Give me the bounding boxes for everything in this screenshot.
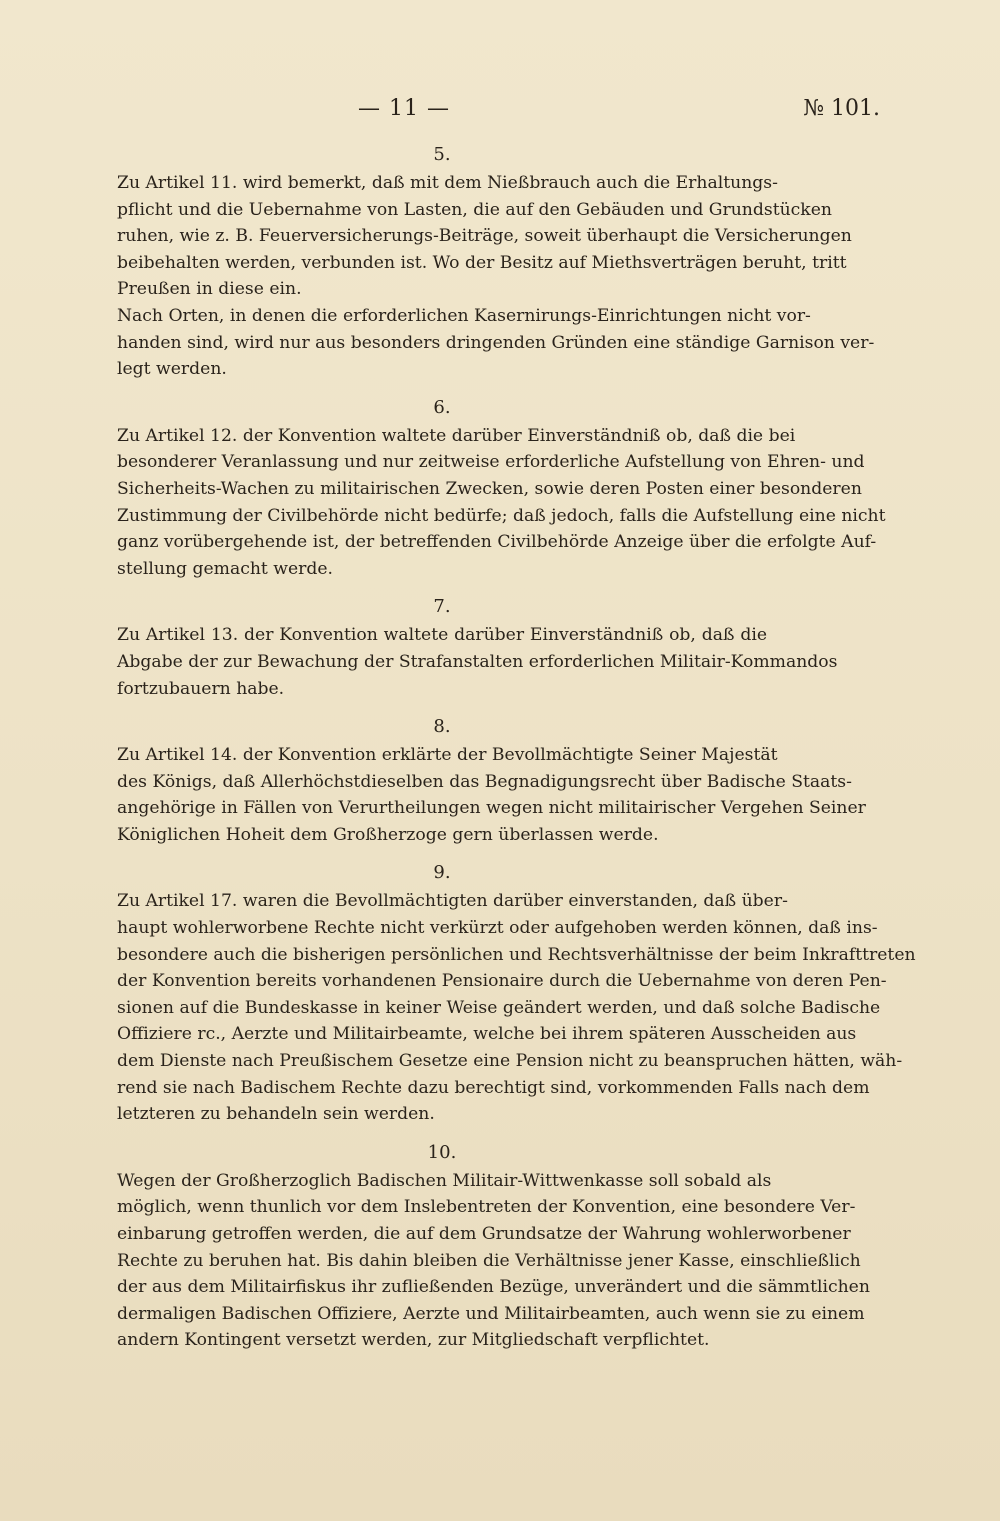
text-line: andern Kontingent versetzt werden, zur Mitgliedschaft verpflichtet.	[117, 1330, 710, 1351]
text-line: einbarung getroffen werden, die auf dem Grundsatze der Wahrung wohlerworbener	[117, 1224, 851, 1244]
document-body	[117, 140, 916, 1366]
text-line: Zu Artikel 14. der Konvention erklärte der Bevollmächtigte Seiner Majestät	[117, 745, 778, 766]
text-line: des Königs, daß Allerhöchstdieselben das Begnadigungsrecht über Badische Staats-	[117, 771, 852, 792]
text-line: besondere auch die bisherigen persönlichen und Rechtsverhältnisse der beim Inkrafttreten	[117, 944, 916, 965]
text-line: letzteren zu behandeln sein werden.	[117, 1104, 435, 1125]
text-line: der Konvention bereits vorhandenen Pensionaire durch die Uebernahme von deren Pen-	[117, 971, 887, 992]
text-line: legt werden.	[117, 359, 227, 380]
section-7	[117, 594, 838, 702]
section-number: 7.	[433, 596, 451, 618]
section-10	[117, 1140, 870, 1354]
text-line: Wegen der Großherzoglich Badischen Militair-Wittwenkasse soll sobald als	[117, 1170, 772, 1191]
page-number: — 11 —	[358, 96, 450, 121]
text-line: der aus dem Militairfiskus ihr zufließenden Bezüge, unverändert und die sämmtlichen	[117, 1277, 870, 1298]
paragraph	[117, 423, 886, 583]
text-line: Offiziere rc., Aerzte und Militairbeamte, welche bei ihrem späteren Ausscheiden aus	[117, 1024, 857, 1045]
paragraph	[117, 742, 866, 848]
text-line: Abgabe der zur Bewachung der Strafanstalten erforderlichen Militair-Kommandos	[117, 651, 838, 672]
text-line: dem Dienste nach Preußischem Gesetze eine Pension nicht zu beanspruchen hätten, wäh-	[117, 1051, 903, 1072]
text-line: pflicht und die Uebernahme von Lasten, die auf den Gebäuden und Grundstücken	[117, 199, 832, 220]
section-8	[117, 714, 866, 848]
text-line: Sicherheits-Wachen zu militairischen Zwecken, sowie deren Posten einer besonderen	[117, 478, 862, 499]
paragraph	[117, 1168, 870, 1354]
section-number: 9.	[433, 862, 451, 884]
text-line: sionen auf die Bundeskasse in keiner Weise geändert werden, und daß solche Badische	[117, 997, 881, 1018]
text-line: Preußen in diese ein.	[117, 279, 302, 300]
text-line: Zu Artikel 17. waren die Bevollmächtigten darüber einverstanden, daß über-	[117, 891, 788, 912]
text-line: haupt wohlerworbene Rechte nicht verkürzt oder aufgehoben werden können, daß ins-	[117, 918, 878, 939]
section-number: 8.	[433, 716, 451, 738]
paragraph	[117, 622, 838, 702]
text-line: Nach Orten, in denen die erforderlichen Kasernirungs-Einrichtungen nicht vor-	[117, 305, 811, 326]
section-6	[117, 395, 886, 583]
text-line: Königlichen Hoheit dem Großherzoge gern überlassen werde.	[117, 824, 659, 845]
paragraph	[117, 888, 916, 1127]
document-number: № 101.	[803, 96, 880, 121]
section-number: 5.	[433, 144, 451, 165]
text-line: fortzubauern habe.	[117, 678, 285, 699]
section-number: 10.	[427, 1141, 457, 1163]
page-header	[120, 96, 880, 130]
text-line: rend sie nach Badischem Rechte dazu berechtigt sind, vorkommenden Falls nach dem	[117, 1077, 870, 1098]
section-5	[117, 142, 875, 383]
paragraph	[117, 170, 875, 383]
text-line: Zu Artikel 13. der Konvention waltete darüber Einverständniß ob, daß die	[117, 625, 767, 646]
text-line: möglich, wenn thunlich vor dem Inslebentreten der Konvention, eine besondere Ver-	[117, 1197, 856, 1218]
text-line: Rechte zu beruhen hat. Bis dahin bleiben die Verhältnisse jener Kasse, einschließlich	[117, 1250, 861, 1271]
text-line: ruhen, wie z. B. Feuerversicherungs-Beiträge, soweit überhaupt die Versicherungen	[117, 226, 852, 247]
text-line: Zu Artikel 12. der Konvention waltete darüber Einverständniß ob, daß die bei	[117, 425, 796, 446]
text-line: beibehalten werden, verbunden ist. Wo der Besitz auf Miethsverträgen beruht, tritt	[117, 252, 847, 273]
text-line: dermaligen Badischen Offiziere, Aerzte und Militairbeamten, auch wenn sie zu einem	[117, 1303, 865, 1324]
section-number: 6.	[433, 396, 451, 418]
text-line: stellung gemacht werde.	[117, 558, 334, 579]
text-line: besonderer Veranlassung und nur zeitweise erforderliche Aufstellung von Ehren- und	[117, 452, 865, 473]
text-line: Zu Artikel 11. wird bemerkt, daß mit dem Nießbrauch auch die Erhaltungs-	[117, 173, 778, 193]
text-line: ganz vorübergehende ist, der betreffenden Civilbehörde Anzeige über die erfolgte Auf-	[117, 532, 877, 553]
text-line: Zustimmung der Civilbehörde nicht bedürfe; daß jedoch, falls die Aufstellung eine nicht	[117, 505, 886, 526]
text-line: angehörige in Fällen von Verurtheilungen wegen nicht militairischer Vergehen Seiner	[117, 798, 866, 819]
text-line: handen sind, wird nur aus besonders dringenden Gründen eine ständige Garnison ver-	[117, 332, 875, 353]
section-9	[117, 860, 916, 1127]
